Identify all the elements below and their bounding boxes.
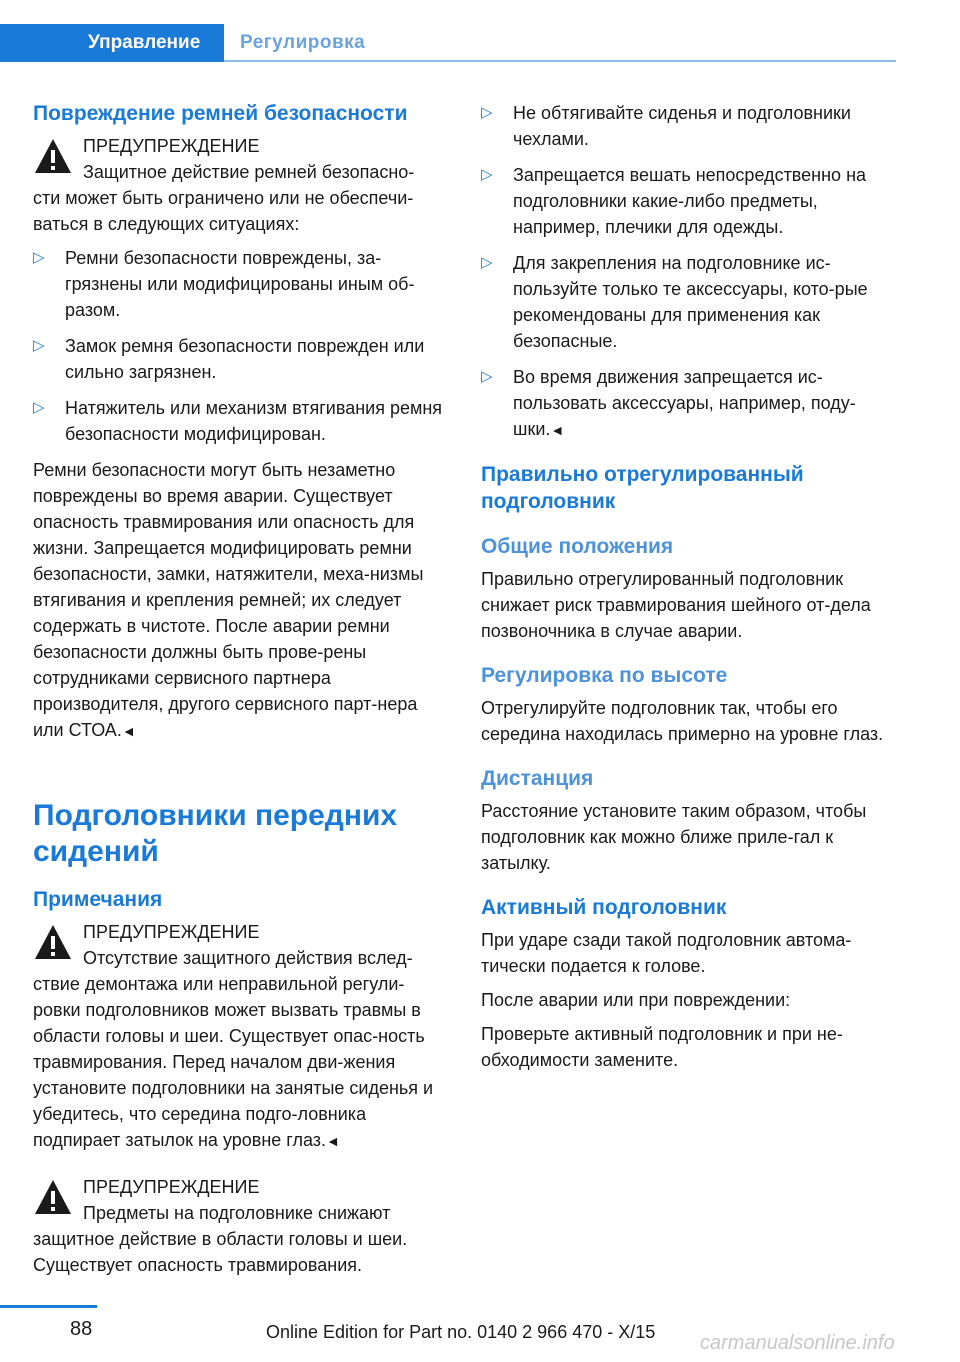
end-mark-icon: ◄ bbox=[550, 422, 565, 438]
subheading-height: Регулировка по высоте bbox=[481, 664, 728, 687]
bullet-triangle-icon: ▷ bbox=[33, 399, 45, 416]
warning-triangle-icon bbox=[33, 1178, 73, 1216]
page-number: 88 bbox=[70, 1318, 93, 1340]
section-title-correct-headrest: Правильно отрегулированный подголовник bbox=[481, 463, 804, 513]
tab-regulirovka[interactable]: Регулировка bbox=[240, 32, 366, 53]
section-title-active-headrest: Активный подголовник bbox=[481, 896, 727, 919]
warning-block-2 bbox=[33, 919, 451, 1154]
page-header bbox=[0, 0, 960, 64]
section-title-belt-damage: Повреждение ремней безопасности bbox=[33, 102, 408, 125]
paragraph-active-3: Проверьте активный подголовник и при не-обходимости замените. bbox=[481, 1024, 843, 1070]
paragraph-height: Отрегулируйте подголовник так, чтобы его середина находилась примерно на уровне глаз. bbox=[481, 698, 884, 744]
list-item: ▷ Ремни безопасности повреждены, за-грязнены или модифицированы иным об-разом. bbox=[33, 245, 451, 323]
warning-text: ствие демонтажа или неправильной регули-ровки подголовников может вызвать травмы в области головы и шеи. Существует опас-ность травмирования. Перед началом дви-жения установите подголовники на занятые сиденья и убедитесь, что середина подго-ловника подпирает затылок на уровне глаз.◄ bbox=[33, 974, 434, 1150]
footer-accent-line bbox=[0, 1305, 97, 1308]
warning-text: защитное действие в области головы и шеи. Существует опасность травмирования. bbox=[33, 1229, 408, 1275]
list-item: ▷ Во время движения запрещается ис-пользовать аксессуары, например, поду-шки.◄ bbox=[481, 364, 893, 443]
paragraph-active-1: При ударе сзади такой подголовник автома-тически подается к голове. bbox=[481, 930, 852, 976]
warning-text: сти может быть ограничено или не обеспечи-ваться в следующих ситуациях: bbox=[33, 188, 414, 234]
right-column bbox=[481, 100, 893, 1081]
warning-heading: ПРЕДУПРЕЖДЕНИЕ bbox=[83, 1177, 260, 1197]
list-item: ▷ Запрещается вешать непосредственно на подголовники какие-либо предметы, например, плечики для одежды. bbox=[481, 162, 893, 240]
bullet-triangle-icon: ▷ bbox=[33, 337, 45, 354]
bullet-triangle-icon: ▷ bbox=[481, 104, 493, 121]
tab-upravlenie[interactable]: Управление bbox=[0, 24, 224, 62]
belt-bullet-list bbox=[33, 245, 451, 447]
header-divider bbox=[224, 60, 896, 62]
warning-lead: Предметы на подголовнике снижают bbox=[83, 1203, 391, 1223]
end-mark-icon: ◄ bbox=[121, 723, 136, 739]
bullet-triangle-icon: ▷ bbox=[481, 368, 493, 385]
list-item: ▷ Не обтягивайте сиденья и подголовники чехлами. bbox=[481, 100, 893, 152]
watermark: carmanualsonline.info bbox=[700, 1332, 895, 1354]
subheading-general: Общие положения bbox=[481, 535, 674, 558]
chapter-title-headrests: Подголовники передних сидений bbox=[33, 799, 398, 868]
section-title-notes: Примечания bbox=[33, 888, 163, 911]
left-column bbox=[33, 100, 451, 1286]
headrest-bullet-list bbox=[481, 100, 893, 443]
warning-lead: Защитное действие ремней безопасно- bbox=[83, 162, 415, 182]
list-item: ▷ Замок ремня безопасности поврежден или сильно загрязнен. bbox=[33, 333, 451, 385]
warning-lead: Отсутствие защитного действия вслед- bbox=[83, 948, 413, 968]
bullet-triangle-icon: ▷ bbox=[481, 166, 493, 183]
paragraph-active-2: После аварии или при повреждении: bbox=[481, 990, 791, 1010]
paragraph-belt-info: Ремни безопасности могут быть незаметно повреждены во время аварии. Существует опасность травмирования или опасность для жизни. Запрещается модифицировать ремни безопасности, замки, натяжители, меха-низмы втягивания и крепления ремней; их следует содержать в чистоте. После аварии ремни безопасности должны быть прове-рены сотрудниками сервисного партнера производителя, другого сервисного парт-нера или СТОА.◄ bbox=[33, 460, 424, 740]
edition-text: Online Edition for Part no. 0140 2 966 470 - X/15 bbox=[266, 1322, 656, 1342]
end-mark-icon: ◄ bbox=[326, 1133, 340, 1149]
list-item: ▷ Натяжитель или механизм втягивания ремня безопасности модифицирован. bbox=[33, 395, 451, 447]
subheading-distance: Дистанция bbox=[481, 767, 594, 790]
warning-triangle-icon bbox=[33, 137, 73, 175]
warning-heading: ПРЕДУПРЕЖДЕНИЕ bbox=[83, 136, 260, 156]
warning-block-3 bbox=[33, 1174, 451, 1278]
list-item: ▷ Для закрепления на подголовнике ис-пользуйте только те аксессуары, кото-рые рекомендованы для применения как безопасные. bbox=[481, 250, 893, 354]
paragraph-general: Правильно отрегулированный подголовник снижает риск травмирования шейного от-дела позвоночника в случае аварии. bbox=[481, 569, 871, 641]
warning-triangle-icon bbox=[33, 923, 73, 961]
bullet-triangle-icon: ▷ bbox=[481, 254, 493, 271]
bullet-triangle-icon: ▷ bbox=[33, 249, 45, 266]
paragraph-distance: Расстояние установите таким образом, чтобы подголовник как можно ближе приле-гал к затылку. bbox=[481, 801, 867, 873]
warning-heading: ПРЕДУПРЕЖДЕНИЕ bbox=[83, 922, 260, 942]
warning-block-1 bbox=[33, 133, 451, 237]
